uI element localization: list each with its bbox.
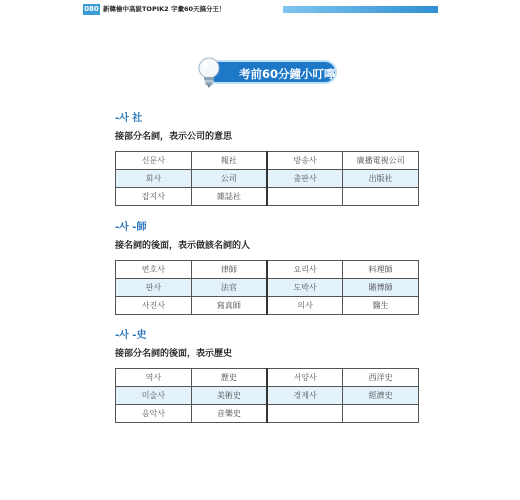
- korean-cell: 음악사: [116, 405, 192, 423]
- korean-cell: 미술사: [116, 387, 192, 405]
- korean-cell: 변호사: [116, 261, 192, 279]
- table-row: [116, 387, 419, 405]
- section-desc-history: 接部分名詞的後面，表示歷史: [115, 349, 233, 359]
- chinese-cell: 賭博師: [343, 279, 419, 297]
- table-row: [116, 188, 419, 206]
- lightbulb-icon: [195, 56, 225, 90]
- vocab-table-history: [115, 368, 419, 423]
- table-row: [116, 261, 419, 279]
- section-heading-profession: -사 -師: [115, 222, 147, 233]
- korean-cell: [267, 188, 343, 206]
- page-number: 080: [84, 5, 99, 13]
- chinese-cell: 料理師: [343, 261, 419, 279]
- chinese-cell: 寫真師: [191, 297, 267, 315]
- chinese-cell: 美術史: [191, 387, 267, 405]
- korean-cell: 잡지사: [116, 188, 192, 206]
- chinese-cell: [343, 405, 419, 423]
- chinese-cell: 律師: [191, 261, 267, 279]
- table-row: [116, 170, 419, 188]
- table-row: [116, 152, 419, 170]
- table-row: [116, 279, 419, 297]
- table-row: [116, 369, 419, 387]
- section-heading-company: -사 社: [115, 113, 143, 124]
- chinese-cell: 廣播電視公司: [343, 152, 419, 170]
- section-heading-history: -사 -史: [115, 330, 147, 341]
- korean-cell: 서양사: [267, 369, 343, 387]
- vocab-table-profession: [115, 260, 419, 315]
- table-row: [116, 297, 419, 315]
- korean-cell: 회사: [116, 170, 192, 188]
- chinese-cell: 報社: [191, 152, 267, 170]
- header-decor-bar: [283, 6, 438, 13]
- chinese-cell: 經濟史: [343, 387, 419, 405]
- chinese-cell: 公司: [191, 170, 267, 188]
- korean-cell: 역사: [116, 369, 192, 387]
- book-title: 新韓檢中高級TOPIK2 字彙60天搞分王！: [103, 5, 226, 13]
- page-header: [83, 4, 438, 15]
- korean-cell: 사진사: [116, 297, 192, 315]
- korean-cell: 출판사: [267, 170, 343, 188]
- korean-cell: 경제사: [267, 387, 343, 405]
- korean-cell: [267, 405, 343, 423]
- chinese-cell: 法官: [191, 279, 267, 297]
- chinese-cell: [343, 188, 419, 206]
- korean-cell: 도박사: [267, 279, 343, 297]
- chinese-cell: 出版社: [343, 170, 419, 188]
- korean-cell: 판사: [116, 279, 192, 297]
- chinese-cell: 歷史: [191, 369, 267, 387]
- chinese-cell: 西洋史: [343, 369, 419, 387]
- korean-cell: 의사: [267, 297, 343, 315]
- korean-cell: 요리사: [267, 261, 343, 279]
- chinese-cell: 雜誌社: [191, 188, 267, 206]
- banner-title: 考前60分鐘小叮嚀: [239, 67, 336, 81]
- chinese-cell: 音樂史: [191, 405, 267, 423]
- korean-cell: 방송사: [267, 152, 343, 170]
- section-desc-profession: 接名詞的後面，表示做該名詞的人: [115, 241, 251, 251]
- table-row: [116, 405, 419, 423]
- korean-cell: 신문사: [116, 152, 192, 170]
- section-desc-company: 接部分名詞，表示公司的意思: [115, 132, 233, 142]
- tips-banner: [195, 58, 339, 86]
- chinese-cell: 醫生: [343, 297, 419, 315]
- vocab-table-company: [115, 151, 419, 206]
